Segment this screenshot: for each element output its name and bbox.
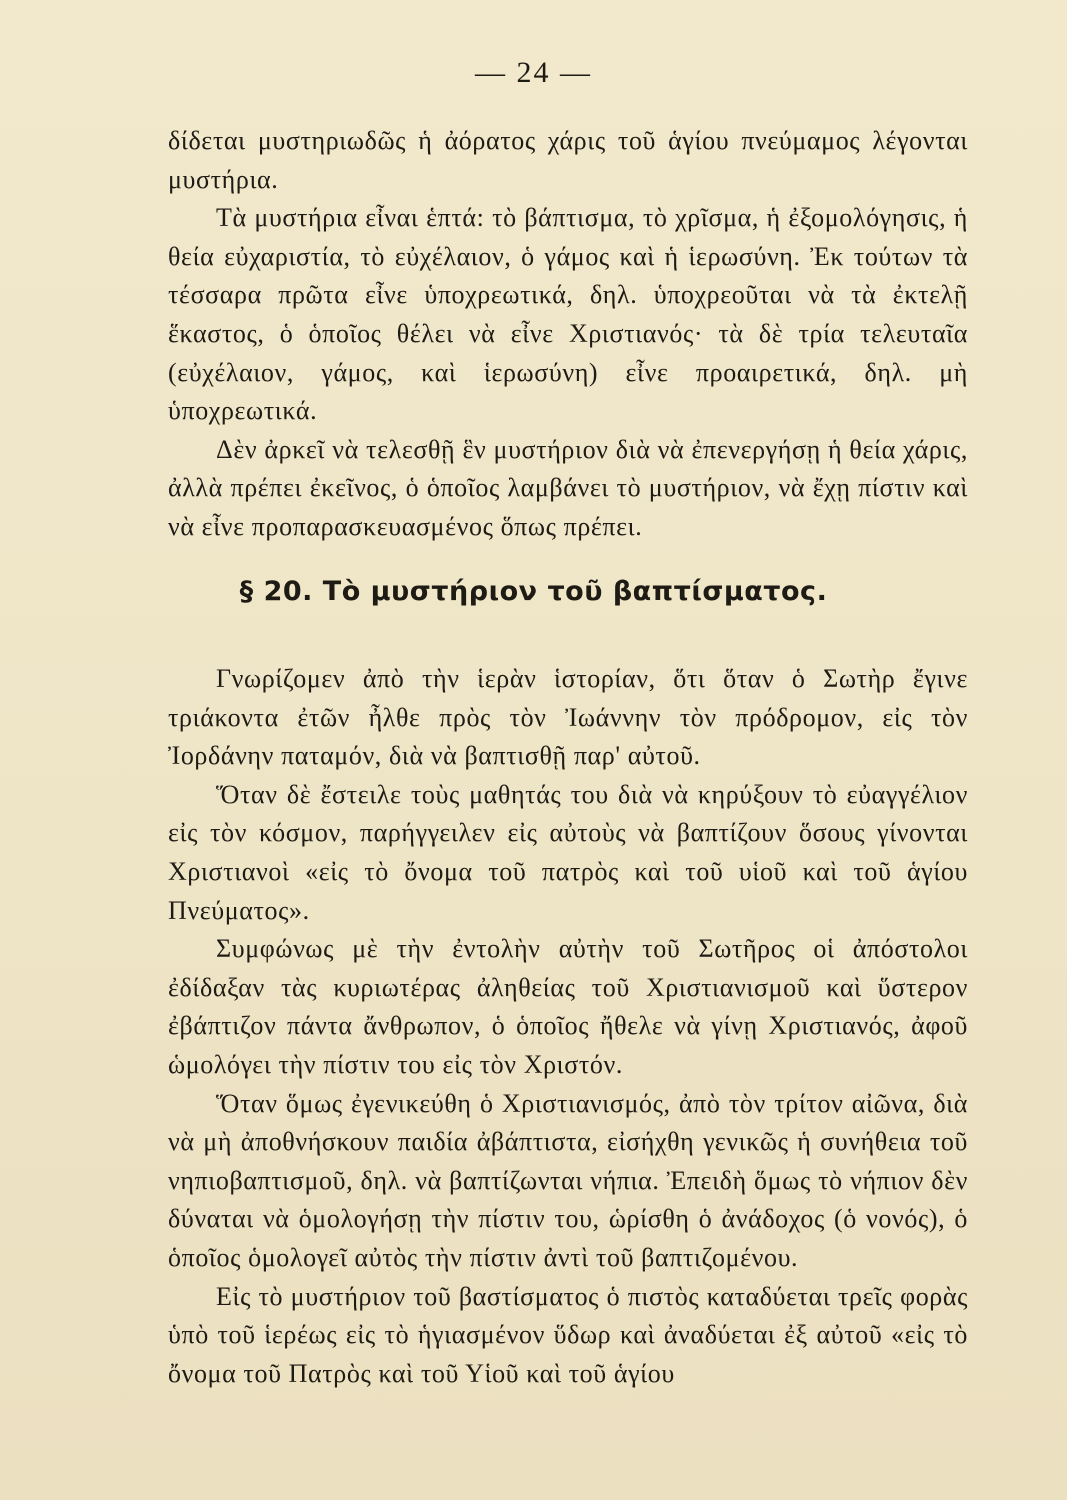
text-block-baptism — [168, 660, 968, 1393]
paragraph: Ὅταν δὲ ἔστειλε τοὺς μαθητάς του διὰ νὰ κηρύξουν τὸ εὐαγγέλιον εἰς τὸν κόσμον, παρήγγειλεν εἰς αὐτοὺς νὰ βαπτίζουν ὅσους γίνονται Χριστιανοὶ «εἰς τὸ ὄνομα τοῦ πατρὸς καὶ τοῦ υἱοῦ καὶ τοῦ ἁγίου Πνεύματος». — [168, 779, 968, 925]
paragraph: Δὲν ἀρκεῖ νὰ τελεσθῇ ἓν μυστήριον διὰ νὰ ἐπενεργήσῃ ἡ θεία χάρις, ἀλλὰ πρέπει ἐκεῖνος, ὁ ὁποῖος λαμβάνει τὸ μυστήριον, νὰ ἔχῃ πίστιν καὶ νὰ εἶνε προπαρασκευασμένος ὅπως πρέπει. — [168, 434, 968, 541]
paragraph: Τὰ μυστήρια εἶναι ἑπτά: τὸ βάπτισμα, τὸ χρῖσμα, ἡ ἐξομολόγησις, ἡ θεία εὐχαριστία, τὸ εὐχέλαιον, ὁ γάμος καὶ ἡ ἱερωσύνη. Ἐκ τούτων τὰ τέσσαρα πρῶτα εἶνε ὑποχρεωτικά, δηλ. ὑποχρεοῦται νὰ τὰ ἐκτελῇ ἕκαστος, ὁ ὁποῖος θέλει νὰ εἶνε Χριστιανός· τὰ δὲ τρία τελευταῖα (εὐχέλαιον, γάμος, καὶ ἱερωσύνη) εἶνε προαιρετικά, δηλ. μὴ ὑποχρεωτικά. — [168, 203, 968, 426]
paragraph: Συμφώνως μὲ τὴν ἐντολὴν αὐτὴν τοῦ Σωτῆρος οἱ ἀπόστολοι ἐδίδαξαν τὰς κυριωτέρας ἀληθείας τοῦ Χριστιανισμοῦ καὶ ὕστερον ἐβάπτιζον πάντα ἄνθρωπον, ὁ ὁποῖος ἤθελε νὰ γίνῃ Χριστιανός, ἀφοῦ ὡμολόγει τὴν πίστιν του εἰς τὸν Χριστόν. — [168, 934, 968, 1079]
paragraph: δίδεται μυστηριωδῶς ἡ ἀόρατος χάρις τοῦ ἁγίου πνεύμαμος λέγονται μυστήρια. — [168, 126, 968, 194]
paragraph: Εἰς τὸ μυστήριον τοῦ βαστίσματος ὁ πιστὸς καταδύεται τρεῖς φορὰς ὑπὸ τοῦ ἱερέως εἰς τὸ ἡγιασμένον ὕδωρ καὶ ἀναδύεται ἐξ αὐτοῦ «εἰς τὸ ὄνομα τοῦ Πατρὸς καὶ τοῦ Υἱοῦ καὶ τοῦ ἁγίου — [168, 1281, 968, 1388]
section-heading: § 20. Τὸ μυστήριον τοῦ βαπτίσματος. — [239, 576, 828, 607]
paragraph: Γνωρίζομεν ἀπὸ τὴν ἱερὰν ἱστορίαν, ὅτι ὅταν ὁ Σωτὴρ ἔγινε τριάκοντα ἐτῶν ἦλθε πρὸς τὸν Ἰωάννην τὸν πρόδρομον, εἰς τὸν Ἰορδάνην παταμόν, διὰ νὰ βαπτισθῇ παρ' αὐτοῦ. — [168, 664, 968, 771]
paragraph: Ὅταν ὅμως ἐγενικεύθη ὁ Χριστιανισμός, ἀπὸ τὸν τρίτον αἰῶνα, διὰ νὰ μὴ ἀποθνήσκουν παιδία ἀβάπτιστα, εἰσήχθη γενικῶς ἡ συνήθεια τοῦ νηπιοβαπτισμοῦ, δηλ. νὰ βαπτίζωνται νήπια. Ἐπειδὴ ὅμως τὸ νήπιον δὲν δύναται νὰ ὁμολογήσῃ τὴν πίστιν του, ὡρίσθη ὁ ἀνάδοχος (ὁ νονός), ὁ ὁποῖος ὁμολογεῖ αὐτὸς τὴν πίστιν ἀντὶ τοῦ βαπτιζομένου. — [168, 1088, 968, 1272]
page-number: — 24 — — [475, 56, 592, 89]
text-block-sacraments — [168, 122, 968, 547]
